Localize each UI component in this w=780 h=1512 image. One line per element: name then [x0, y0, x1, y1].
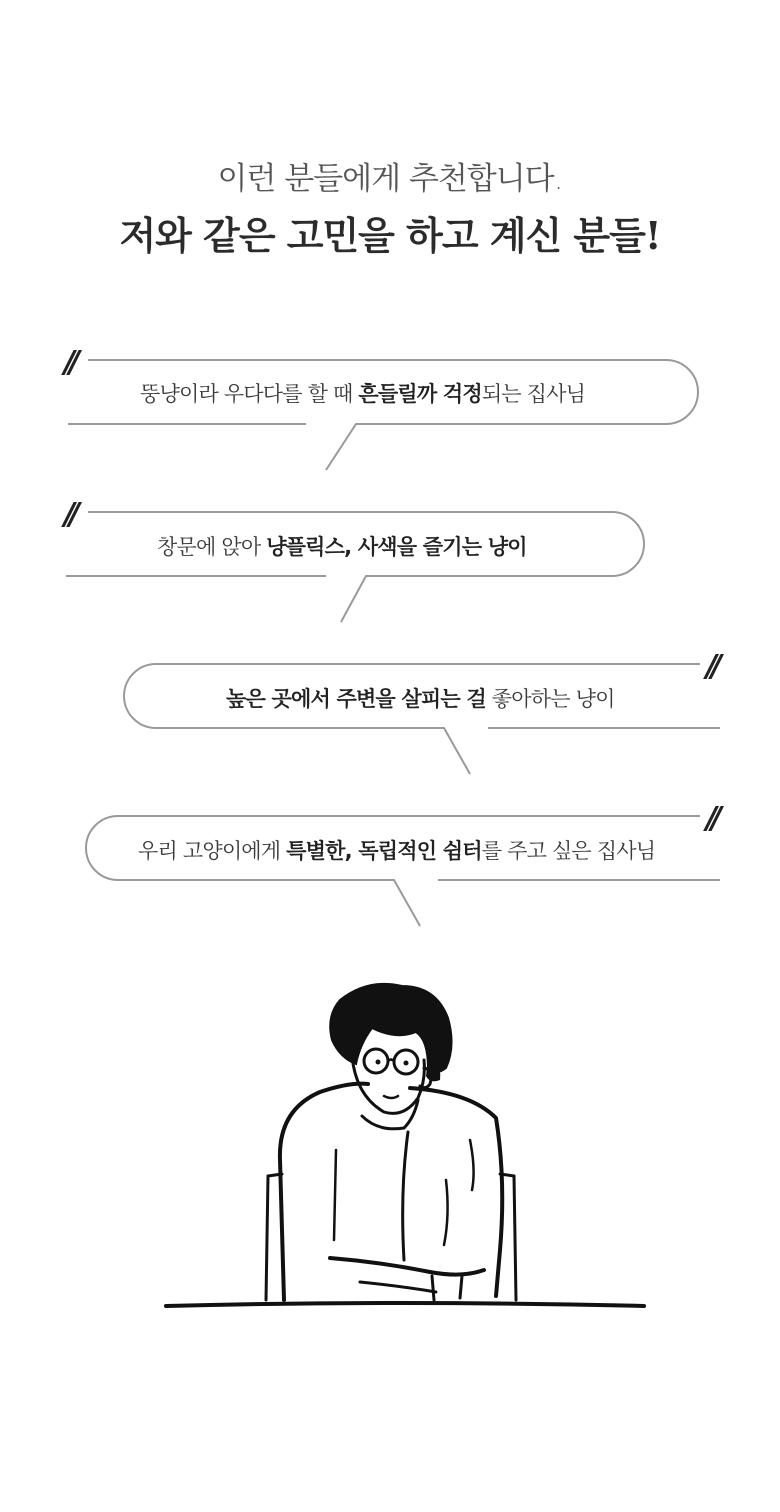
- bubble-text-4: 우리 고양이에게 특별한, 독립적인 쉼터를 주고 싶은 집사님: [138, 839, 656, 863]
- quote-mark-4: //: [706, 801, 716, 836]
- bubble-text-3: 높은 곳에서 주변을 살피는 걸 좋아하는 냥이: [226, 687, 615, 711]
- bubble-text-2: 창문에 앉아 냥플릭스, 사색을 즐기는 냥이: [157, 535, 527, 559]
- quote-mark-2: //: [64, 497, 74, 532]
- quote-mark-3: //: [706, 649, 716, 684]
- page-title: 저와 같은 고민을 하고 계신 분들!: [119, 213, 661, 258]
- bubble-text-1: 뚱냥이라 우다다를 할 때 흔들릴까 걱정되는 집사님: [140, 382, 586, 406]
- subtitle: 이런 분들에게 추천합니다.: [217, 161, 563, 197]
- quote-mark-1: //: [64, 345, 74, 380]
